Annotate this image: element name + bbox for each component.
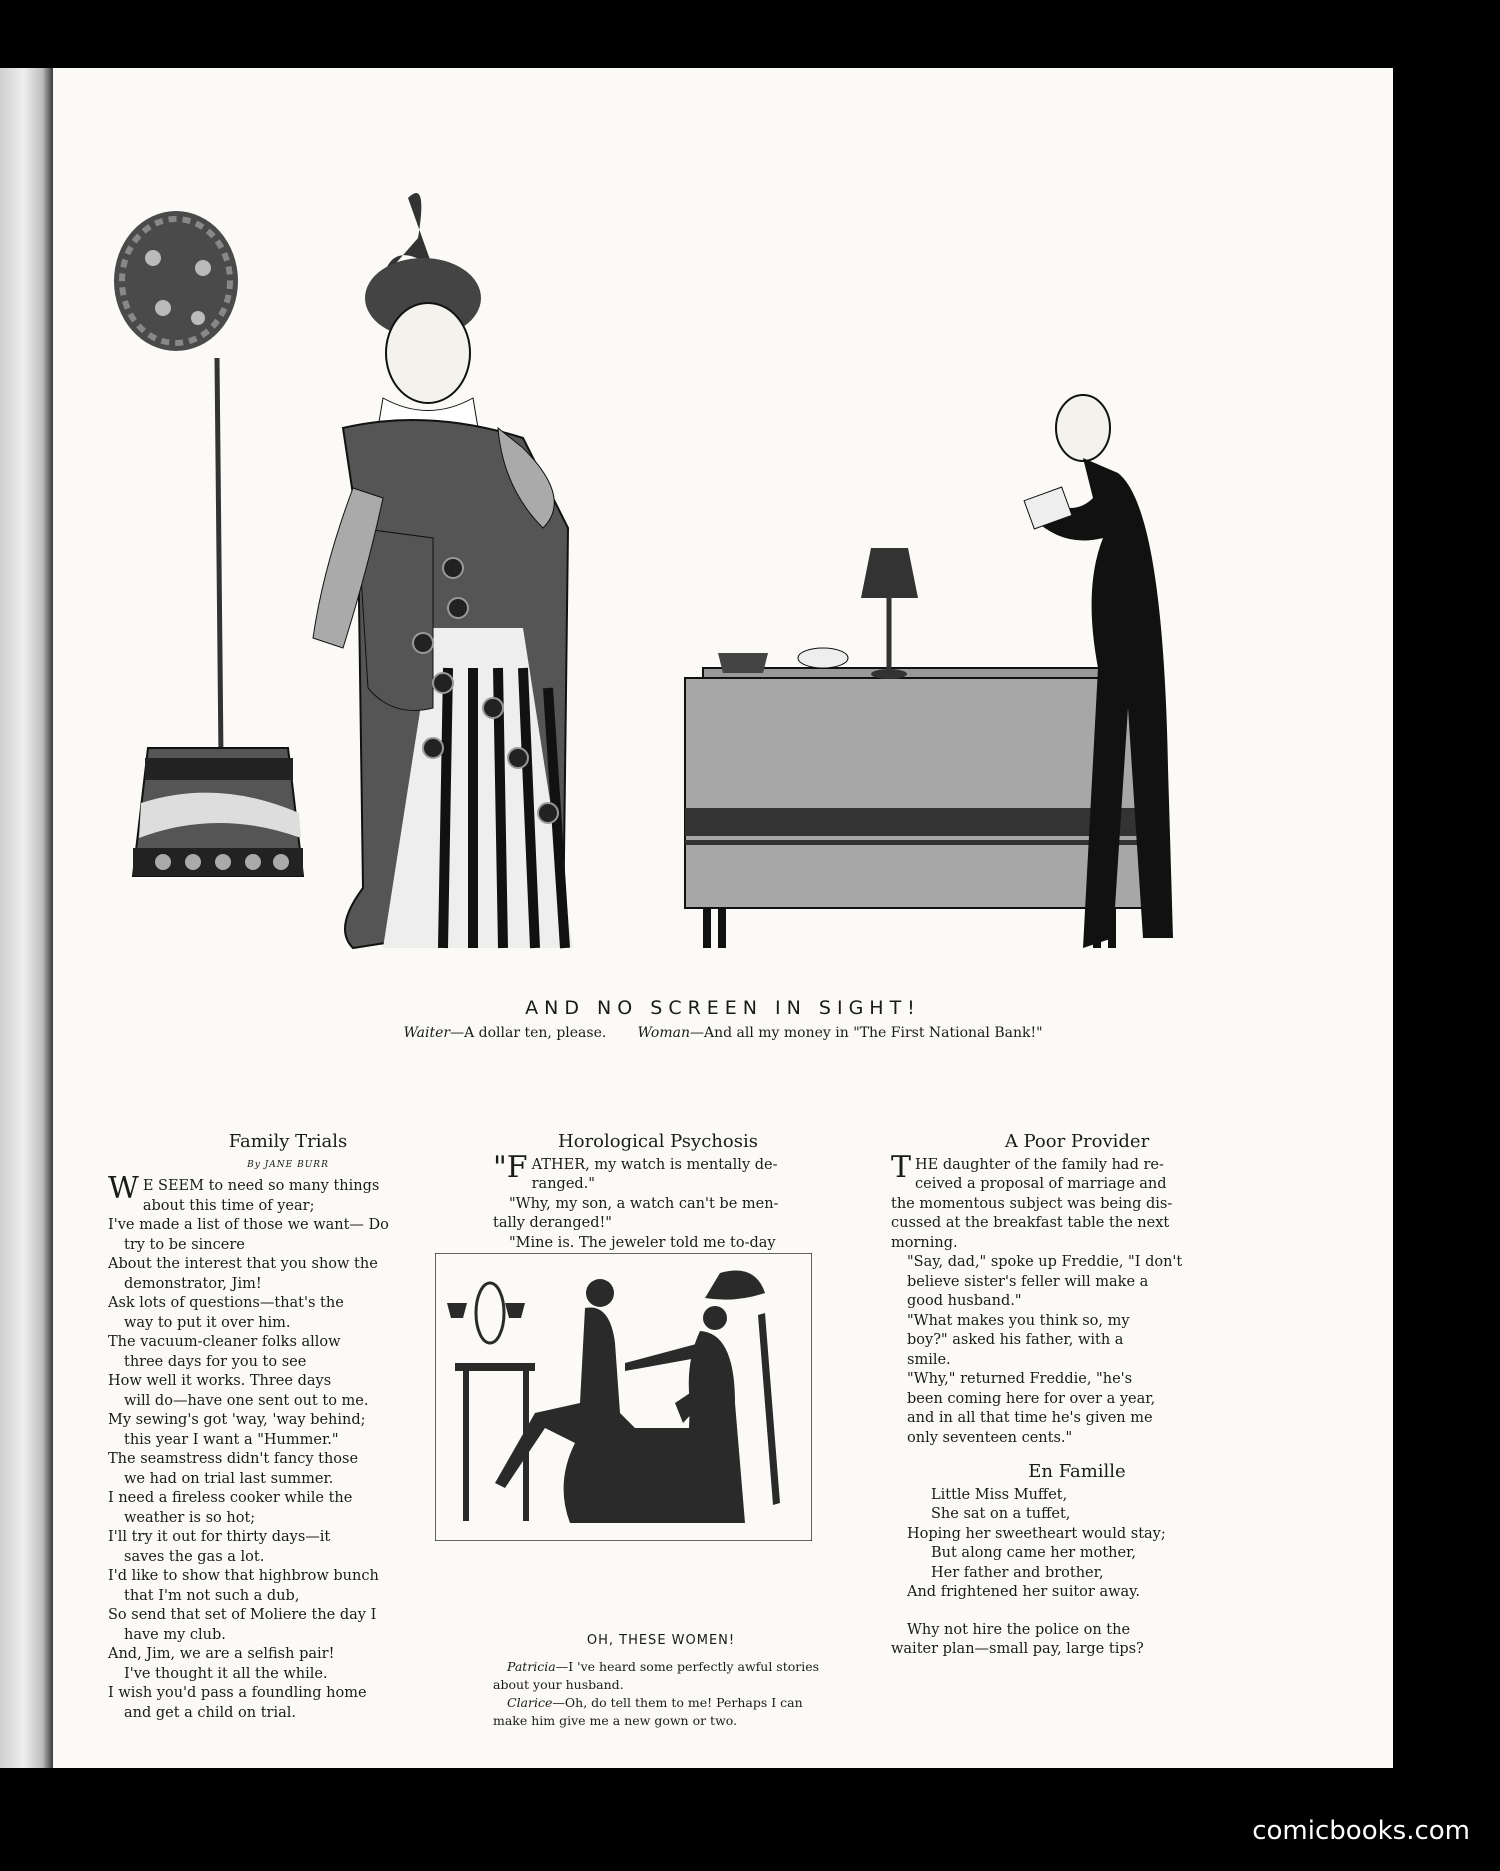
pp-lines-line: boy?" asked his father, with a xyxy=(907,1332,1124,1348)
hp-lines-line: "Mine is. The jeweler told me to-day xyxy=(509,1234,776,1251)
pp-lines-line: "Why," returned Freddie, "he's xyxy=(907,1371,1133,1387)
ef-lines-line: Little Miss Muffet, xyxy=(931,1486,1068,1503)
drop-cap: "F xyxy=(493,1149,528,1185)
ft-lines-line: I've thought it all the while. xyxy=(124,1665,328,1682)
ef-lines-line: And frightened her suitor away. xyxy=(907,1584,1141,1600)
ft-lines-line: I've made a list of those we want— Do xyxy=(108,1217,389,1233)
police-joke xyxy=(891,1621,1263,1660)
patricia-text: —I 've heard some perfectly awful stories about your husband. xyxy=(493,1659,820,1692)
adjacent-page-edge xyxy=(0,68,53,1768)
watermark: comicbooks.com xyxy=(1252,1816,1470,1846)
drop-cap: W xyxy=(108,1171,139,1206)
ft-lines-line: About the interest that you show the xyxy=(108,1256,378,1272)
pp-lines-line: the momentous subject was being dis- xyxy=(891,1195,1173,1212)
drop-cap: T xyxy=(891,1149,912,1185)
pp-lines-line: only seventeen cents." xyxy=(907,1429,1073,1446)
woman-figure xyxy=(313,193,573,948)
ft-lines-line: will do—have one sent out to me. xyxy=(124,1392,369,1409)
ft-lines-line: The seamstress didn't fancy those xyxy=(108,1451,359,1467)
pp-lines-line: "Say, dad," spoke up Freddie, "I don't xyxy=(907,1254,1183,1270)
family-trials-article xyxy=(108,1132,468,1723)
woman-label: Woman xyxy=(637,1025,690,1041)
clarice-text: —Oh, do tell them to me! Perhaps I can make him give me a new gown or two. xyxy=(493,1695,803,1728)
patricia-label: Patricia xyxy=(507,1659,556,1674)
poor-provider-article xyxy=(891,1132,1263,1660)
ft-lines-line: about this time of year; xyxy=(142,1197,315,1214)
family-trials-title: Family Trials xyxy=(228,1131,348,1152)
hp-lines-line: ranged." xyxy=(531,1176,595,1192)
ft-lines-line: that I'm not such a dub, xyxy=(124,1587,300,1604)
woman-text: —And all my money in "The First National Bank!" xyxy=(689,1025,1043,1041)
pp-lines-line: and in all that time he's given me xyxy=(907,1410,1153,1426)
ef-lines-line: She sat on a tuffet, xyxy=(931,1506,1071,1522)
cartoon-title: AND NO SCREEN IN SIGHT! xyxy=(525,997,921,1019)
cartoon-illustration xyxy=(53,68,1393,988)
silhouette-illustration xyxy=(435,1253,812,1541)
en-famille-title: En Famille xyxy=(1028,1461,1126,1482)
pp-lines-line: ceived a proposal of marriage and xyxy=(915,1176,1167,1192)
ef-lines-line: Her father and brother, xyxy=(931,1564,1104,1581)
po-lines-line: waiter plan—small pay, large tips? xyxy=(891,1641,1144,1657)
ft-lines-line: E SEEM to need so many things xyxy=(142,1178,380,1194)
ft-lines-line: Ask lots of questions—that's the xyxy=(108,1295,344,1311)
ft-lines-line: have my club. xyxy=(124,1626,226,1643)
ef-lines-line: But along came her mother, xyxy=(931,1545,1137,1561)
clarice-label: Clarice xyxy=(507,1695,553,1710)
ft-lines-line: saves the gas a lot. xyxy=(124,1548,265,1565)
ft-lines-line: So send that set of Moliere the day I xyxy=(108,1607,377,1623)
ft-lines-line: My sewing's got 'way, 'way behind; xyxy=(108,1412,366,1428)
ft-lines-line: try to be sincere xyxy=(124,1236,245,1253)
po-lines-line: Why not hire the police on the xyxy=(907,1621,1131,1638)
ft-lines-line: How well it works. Three days xyxy=(108,1373,332,1389)
oh-these-women-title: OH, THESE WOMEN! xyxy=(586,1633,736,1648)
pp-lines-line: good husband." xyxy=(907,1293,1022,1309)
en-famille-poem xyxy=(891,1486,1263,1603)
family-trials-poem xyxy=(108,1171,468,1723)
pp-lines-line: morning. xyxy=(891,1234,958,1251)
waiter-text: —A dollar ten, please. xyxy=(450,1025,607,1041)
ef-lines-line: Hoping her sweetheart would stay; xyxy=(907,1525,1166,1542)
ft-lines-line: this year I want a "Hummer." xyxy=(124,1431,339,1448)
pp-lines-line: smile. xyxy=(907,1351,951,1368)
pp-lines-line: "What makes you think so, my xyxy=(907,1312,1130,1329)
pp-lines-line: HE daughter of the family had re- xyxy=(915,1156,1164,1173)
ft-lines-line: I'd like to show that highbrow bunch xyxy=(108,1568,379,1584)
pp-lines-line: cussed at the breakfast table the next xyxy=(891,1215,1170,1231)
ft-lines-line: demonstrator, Jim! xyxy=(124,1275,262,1292)
ft-lines-line: three days for you to see xyxy=(124,1353,307,1370)
magazine-page xyxy=(53,68,1393,1768)
hp-lines-line: "Why, my son, a watch can't be men- xyxy=(509,1195,779,1212)
ft-lines-line: And, Jim, we are a selfish pair! xyxy=(108,1646,335,1662)
horological-article xyxy=(493,1132,823,1273)
horological-title: Horological Psychosis xyxy=(558,1131,758,1152)
cartoon-caption xyxy=(53,1025,1393,1041)
ft-lines-line: I need a fireless cooker while the xyxy=(108,1490,353,1506)
ft-lines-line: I wish you'd pass a foundling home xyxy=(108,1685,367,1701)
pp-lines-line: believe sister's feller will make a xyxy=(907,1273,1149,1290)
oh-these-women-text xyxy=(493,1658,829,1730)
ft-lines-line: weather is so hot; xyxy=(124,1509,256,1526)
hp-lines-line: ATHER, my watch is mentally de- xyxy=(531,1156,778,1173)
family-trials-byline: By JANE BURR xyxy=(247,1159,329,1170)
pp-lines-line: been coming here for over a year, xyxy=(907,1390,1156,1407)
waiter-label: Waiter xyxy=(403,1025,451,1041)
ft-lines-line: we had on trial last summer. xyxy=(124,1470,334,1487)
ft-lines-line: I'll try it out for thirty days—it xyxy=(108,1529,331,1545)
table xyxy=(685,548,1143,948)
potted-plant xyxy=(114,211,303,876)
ft-lines-line: The vacuum-cleaner folks allow xyxy=(108,1334,341,1350)
poor-provider-text xyxy=(891,1149,1263,1449)
ft-lines-line: and get a child on trial. xyxy=(124,1704,297,1721)
hp-lines-line: tally deranged!" xyxy=(493,1215,612,1231)
ft-lines-line: way to put it over him. xyxy=(124,1314,291,1331)
poor-provider-title: A Poor Provider xyxy=(1004,1131,1150,1152)
